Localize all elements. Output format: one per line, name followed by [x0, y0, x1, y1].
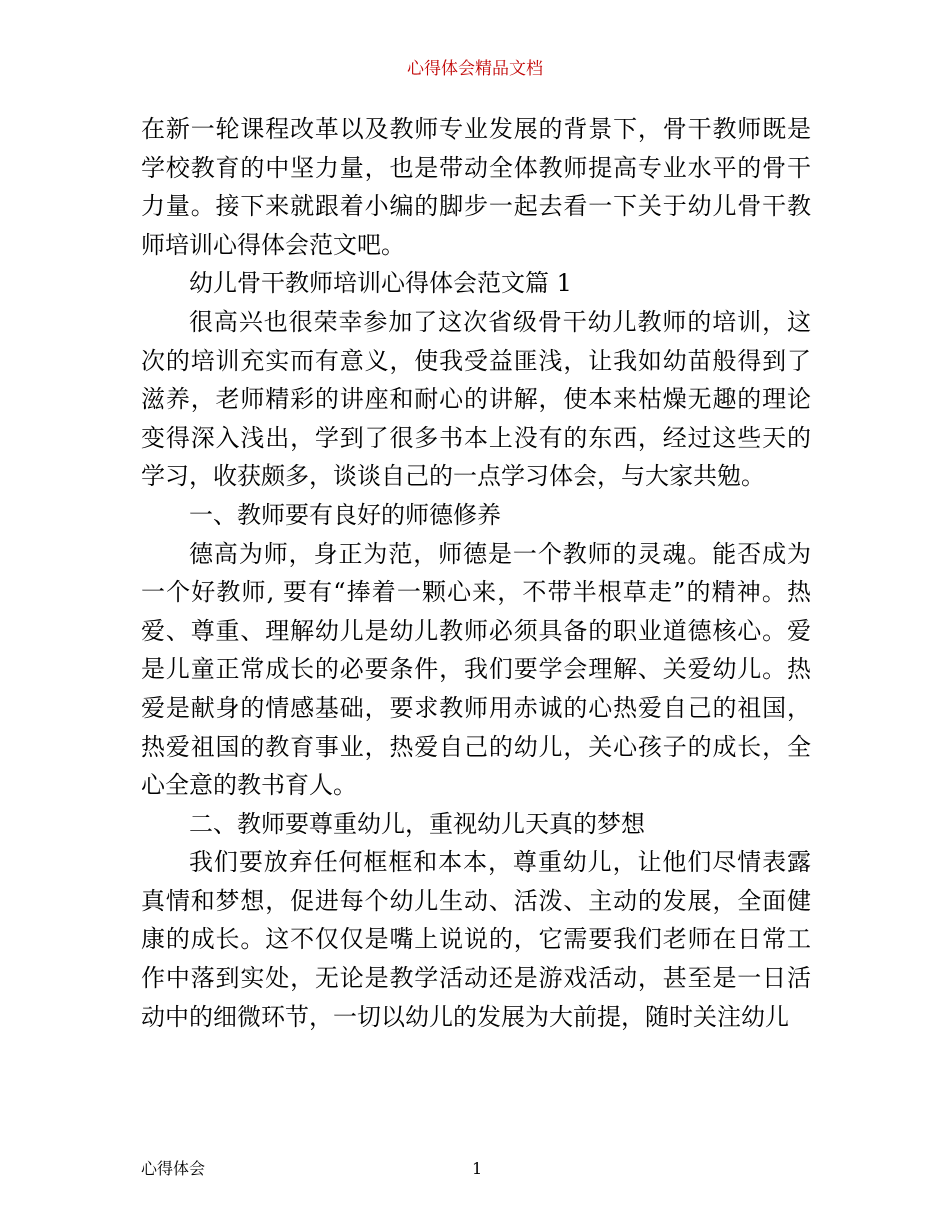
page-number: 1: [472, 1159, 483, 1178]
footer-label: 心得体会: [141, 1159, 206, 1178]
document-body: [141, 110, 811, 1036]
body-paragraph-2: 德高为师，身正为范，师德是一个教师的灵魂。能否成为一个好教师, 要有“捧着一颗心来，不带半根草走”的精神。热爱、尊重、理解幼儿是幼儿教师必须具备的职业道德核心。爱是儿童正常成长的必要条件，我们要学会理解、关爱幼儿。热爱是献身的情感基础，要求教师用赤诚的心热爱自己的祖国，热爱祖国的教育事业，热爱自己的幼儿，关心孩子的成长，全心全意的教书育人。: [141, 539, 811, 800]
section-heading-1: 一、教师要有良好的师德修养: [189, 500, 501, 529]
page-footer: [141, 1158, 811, 1180]
body-paragraph-1: 很高兴也很荣幸参加了这次省级骨干幼儿教师的培训，这次的培训充实而有意义，使我受益匪浅，让我如幼苗般得到了滋养，老师精彩的讲座和耐心的讲解，使本来枯燥无趣的理论变得深入浅出，学到了很多书本上没有的东西，经过这些天的学习，收获颇多，谈谈自己的一点学习体会，与大家共勉。: [141, 307, 811, 491]
intro-paragraph: 在新一轮课程改革以及教师专业发展的背景下，骨干教师既是学校教育的中坚力量，也是带动全体教师提高专业水平的骨干力量。接下来就跟着小编的脚步一起去看一下关于幼儿骨干教师培训心得体会范文吧。: [141, 115, 811, 259]
article-title: 幼儿骨干教师培训心得体会范文篇 1: [189, 269, 572, 298]
body-paragraph-3: 我们要放弃任何框框和本本，尊重幼儿，让他们尽情表露真情和梦想，促进每个幼儿生动、活泼、主动的发展，全面健康的成长。这不仅仅是嘴上说说的，它需要我们老师在日常工作中落到实处，无论是教学活动还是游戏活动，甚至是一日活动中的细微环节，一切以幼儿的发展为大前提，随时关注幼儿: [141, 848, 811, 1031]
section-heading-2: 二、教师要尊重幼儿，重视幼儿天真的梦想: [189, 809, 645, 838]
page-header-title: 心得体会精品文档: [407, 59, 543, 79]
